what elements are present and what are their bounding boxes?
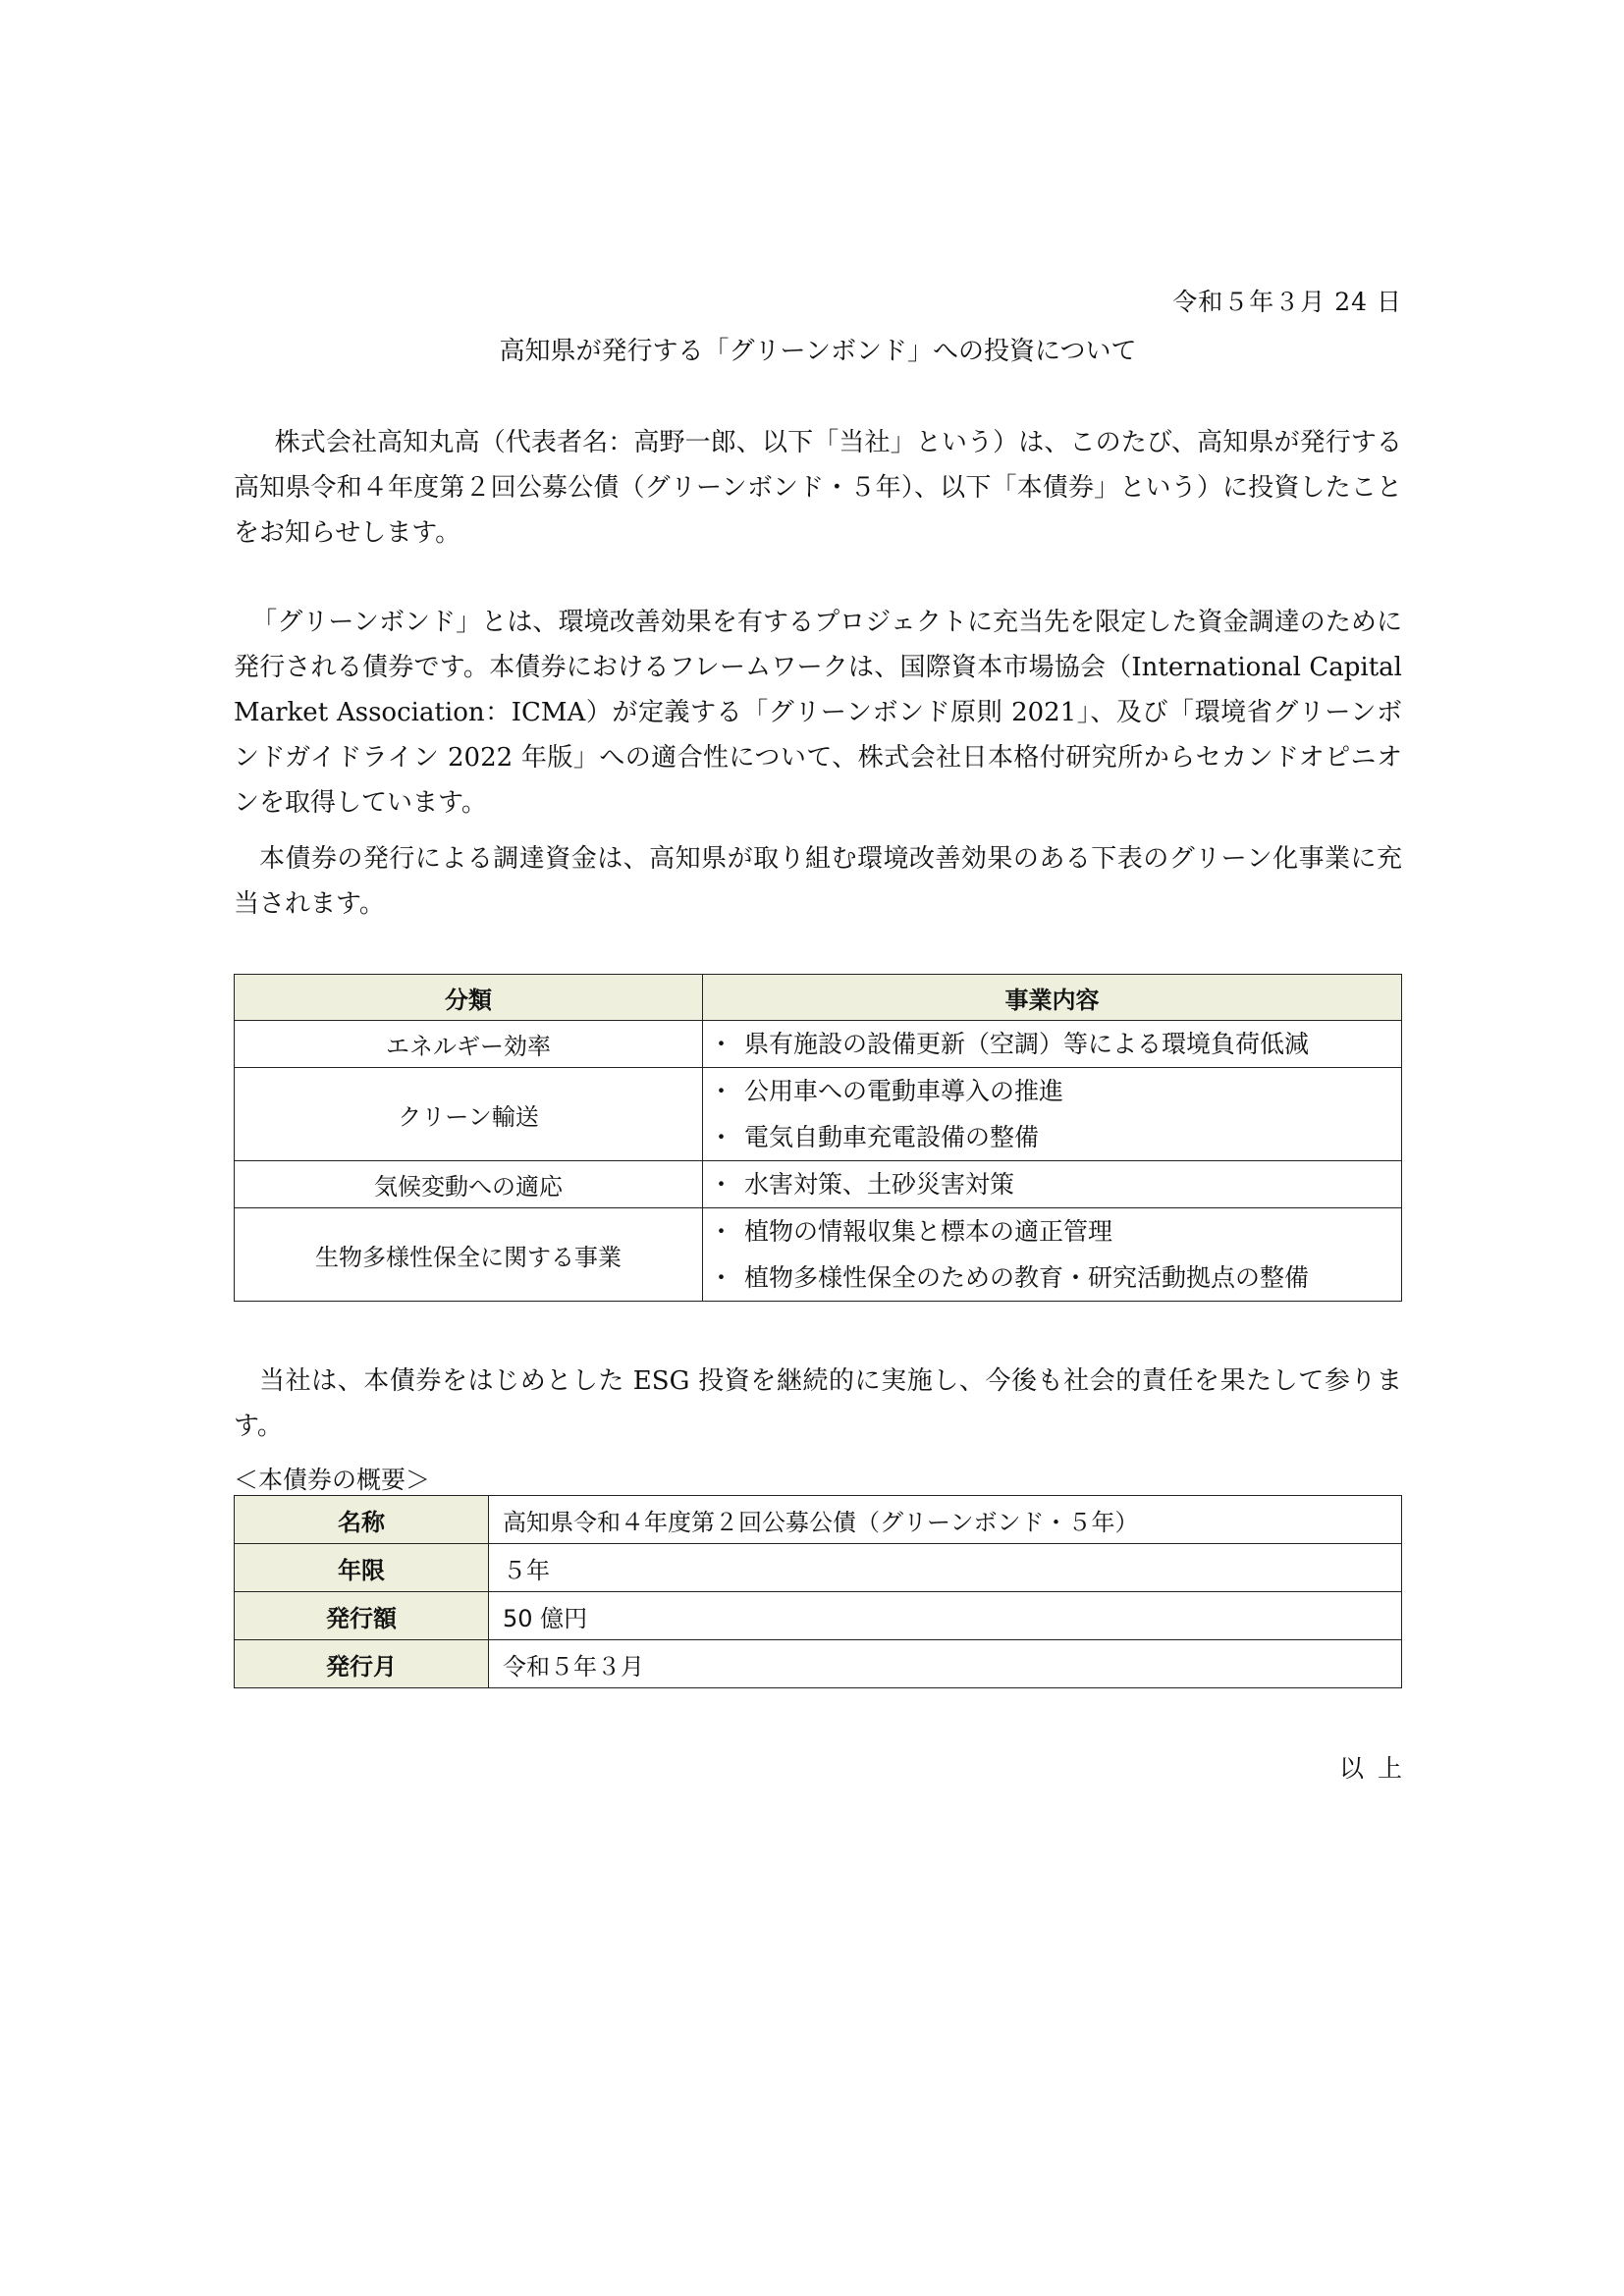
fund-usage-paragraph: 本債券の発行による調達資金は、高知県が取り組む環境改善効果のある下表のグリーン化事業に充当されます。 (234, 844, 1402, 919)
list-item (709, 1161, 1401, 1207)
category-cell: エネルギー効率 (235, 1021, 703, 1068)
summary-key: 発行額 (235, 1592, 489, 1640)
bullet: ・ (709, 1077, 734, 1105)
category-cell: クリーン輸送 (235, 1068, 703, 1161)
summary-value: ５年 (489, 1544, 1402, 1592)
document-title: 高知県が発行する「グリーンボンド」への投資について (499, 337, 1137, 366)
content-cell (703, 1068, 1402, 1161)
table-row (235, 1592, 1402, 1640)
bullet: ・ (709, 1263, 734, 1292)
project-table (234, 974, 1402, 1302)
category-cell: 気候変動への適応 (235, 1161, 703, 1208)
table-row (235, 1161, 1402, 1208)
project-table-header (235, 975, 1402, 1021)
item-text: 公用車への電動車導入の推進 (744, 1077, 1064, 1105)
issue-date: 令和５年３月 24 日 (1172, 288, 1402, 316)
content-cell (703, 1208, 1402, 1302)
bullet: ・ (709, 1123, 734, 1151)
bullet: ・ (709, 1170, 734, 1199)
content-cell (703, 1161, 1402, 1208)
bullet: ・ (709, 1217, 734, 1246)
list-item (709, 1021, 1401, 1067)
green-bond-description-paragraph: 「グリーンボンド」とは、環境改善効果を有するプロジェクトに充当先を限定した資金調達のために発行される債券です。本債券におけるフレームワークは、国際資本市場協会（International Capital Market Association：ICMA）が定義する「グリーンボンド原則 2021」、及び「環境省グリーンボンドガイドライン 2022 年版」への適合性について、株式会社日本格付研究所からセカンドオピニオンを取得しています。 (234, 608, 1402, 818)
intro-paragraph: 株式会社高知丸高（代表者名：高野一郎、以下「当社」という）は、このたび、高知県が発行する高知県令和４年度第２回公募公債（グリーンボンド・５年）、以下「本債券」という）に投資したことをお知らせします。 (234, 428, 1402, 548)
table-row (235, 1640, 1402, 1688)
item-text: 水害対策、土砂災害対策 (744, 1170, 1015, 1199)
item-text: 電気自動車充電設備の整備 (744, 1123, 1040, 1151)
esg-commitment-paragraph: 当社は、本債券をはじめとした ESG 投資を継続的に実施し、今後も社会的責任を果たして参ります。 (234, 1366, 1402, 1441)
table-row (235, 1496, 1402, 1544)
table-row (235, 1021, 1402, 1068)
summary-heading: ＜本債券の概要＞ (234, 1466, 431, 1494)
list-item (709, 1255, 1401, 1301)
bullet: ・ (709, 1030, 734, 1058)
content-cell (703, 1021, 1402, 1068)
summary-value: 高知県令和４年度第２回公募公債（グリーンボンド・５年） (489, 1496, 1402, 1544)
item-text: 植物の情報収集と標本の適正管理 (744, 1217, 1113, 1246)
list-item (709, 1068, 1401, 1114)
summary-table (234, 1495, 1402, 1688)
list-item (709, 1114, 1401, 1160)
item-text: 県有施設の設備更新（空調）等による環境負荷低減 (744, 1030, 1310, 1058)
summary-key: 年限 (235, 1544, 489, 1592)
table-row (235, 1208, 1402, 1302)
table-row (235, 1544, 1402, 1592)
item-text: 植物多様性保全のための教育・研究活動拠点の整備 (744, 1263, 1310, 1292)
summary-key: 名称 (235, 1496, 489, 1544)
summary-value: 令和５年３月 (489, 1640, 1402, 1688)
summary-key: 発行月 (235, 1640, 489, 1688)
header-content: 事業内容 (703, 975, 1402, 1021)
summary-value: 50 億円 (489, 1592, 1402, 1640)
table-row (235, 1068, 1402, 1161)
closing-mark: 以上 (1338, 1754, 1416, 1783)
list-item (709, 1208, 1401, 1255)
category-cell: 生物多様性保全に関する事業 (235, 1208, 703, 1302)
header-category: 分類 (235, 975, 703, 1021)
